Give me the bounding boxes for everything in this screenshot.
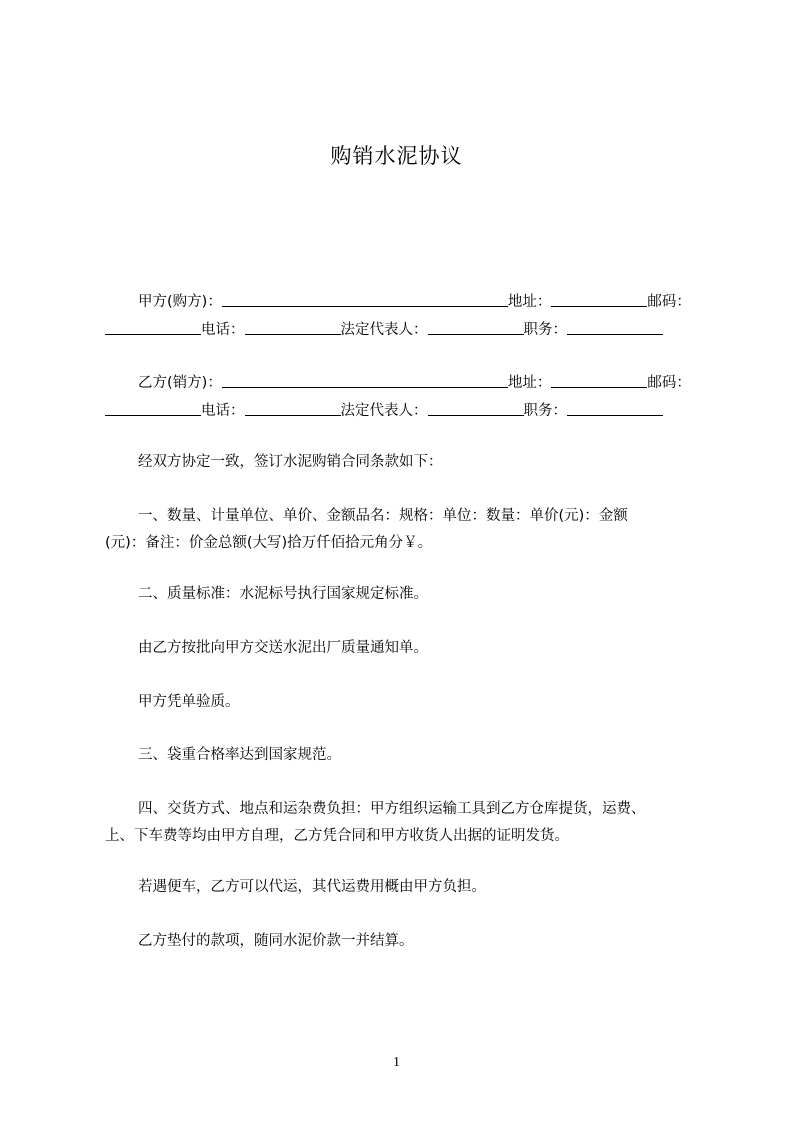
- party-a-name-blank: [222, 292, 508, 307]
- document-title: 购销水泥协议: [330, 144, 463, 168]
- party-b-address-blank: [551, 373, 647, 388]
- clause-4-line-1: 四、交货方式、地点和运杂费负担：甲方组织运输工具到乙方仓库提货，运费、: [138, 801, 646, 817]
- party-a-address-blank: [551, 292, 647, 307]
- party-a-legal-rep-label: 法定代表人：: [340, 322, 428, 338]
- clause-1-line-1: 一、数量、计量单位、单价、金额品名：规格：单位：数量：单价(元)：金额: [138, 508, 628, 524]
- party-b-address-label: 地址：: [507, 375, 552, 391]
- party-b-position-label: 职务：: [523, 403, 567, 419]
- party-b-label: 乙方(销方)：: [138, 375, 222, 391]
- party-b-phone-blank: [245, 401, 341, 416]
- party-b-legal-rep-label: 法定代表人：: [340, 403, 428, 419]
- page-number: 1: [393, 1055, 400, 1070]
- party-a-phone-blank: [245, 320, 341, 335]
- clause-3: 三、袋重合格率达到国家规范。: [138, 747, 341, 763]
- party-b-postcode-label: 邮码：: [647, 375, 691, 391]
- party-b-line-2: [105, 401, 705, 421]
- party-a-line-1: [138, 292, 738, 312]
- party-b-legal-rep-blank: [428, 401, 524, 416]
- party-a-label: 甲方(购方)：: [138, 294, 222, 310]
- party-b-name-blank: [222, 373, 508, 388]
- party-b-position-blank: [567, 401, 663, 416]
- payment-paragraph: 乙方垫付的款项，随同水泥价款一并结算。: [138, 933, 414, 949]
- party-b-line-1: [138, 373, 738, 393]
- party-a-line-2: [105, 320, 705, 340]
- clause-4-line-2: 上、下车费等均由甲方自理，乙方凭合同和甲方收货人出据的证明发货。: [105, 828, 569, 844]
- party-a-address-label: 地址：: [507, 294, 552, 310]
- party-a-legal-rep-blank: [428, 320, 524, 335]
- party-a-phone-label: 电话：: [201, 322, 245, 338]
- quality-notice-paragraph: 由乙方按批向甲方交送水泥出厂质量通知单。: [138, 640, 428, 656]
- inspection-paragraph: 甲方凭单验质。: [138, 694, 240, 710]
- clause-1-line-2: (元)：备注：价金总额(大写)拾万仟佰拾元角分￥。: [105, 535, 433, 551]
- party-a-postcode-label: 邮码：: [647, 294, 691, 310]
- party-b-postcode-blank: [105, 401, 201, 416]
- clause-2: 二、质量标准：水泥标号执行国家规定标准。: [138, 586, 428, 602]
- intro-paragraph: 经双方协定一致，签订水泥购销合同条款如下：: [138, 454, 443, 470]
- party-a-position-label: 职务：: [523, 322, 567, 338]
- party-a-position-blank: [567, 320, 663, 335]
- party-b-phone-label: 电话：: [201, 403, 245, 419]
- transport-paragraph: 若遇便车，乙方可以代运，其代运费用概由甲方负担。: [138, 879, 486, 895]
- party-a-postcode-blank: [105, 320, 201, 335]
